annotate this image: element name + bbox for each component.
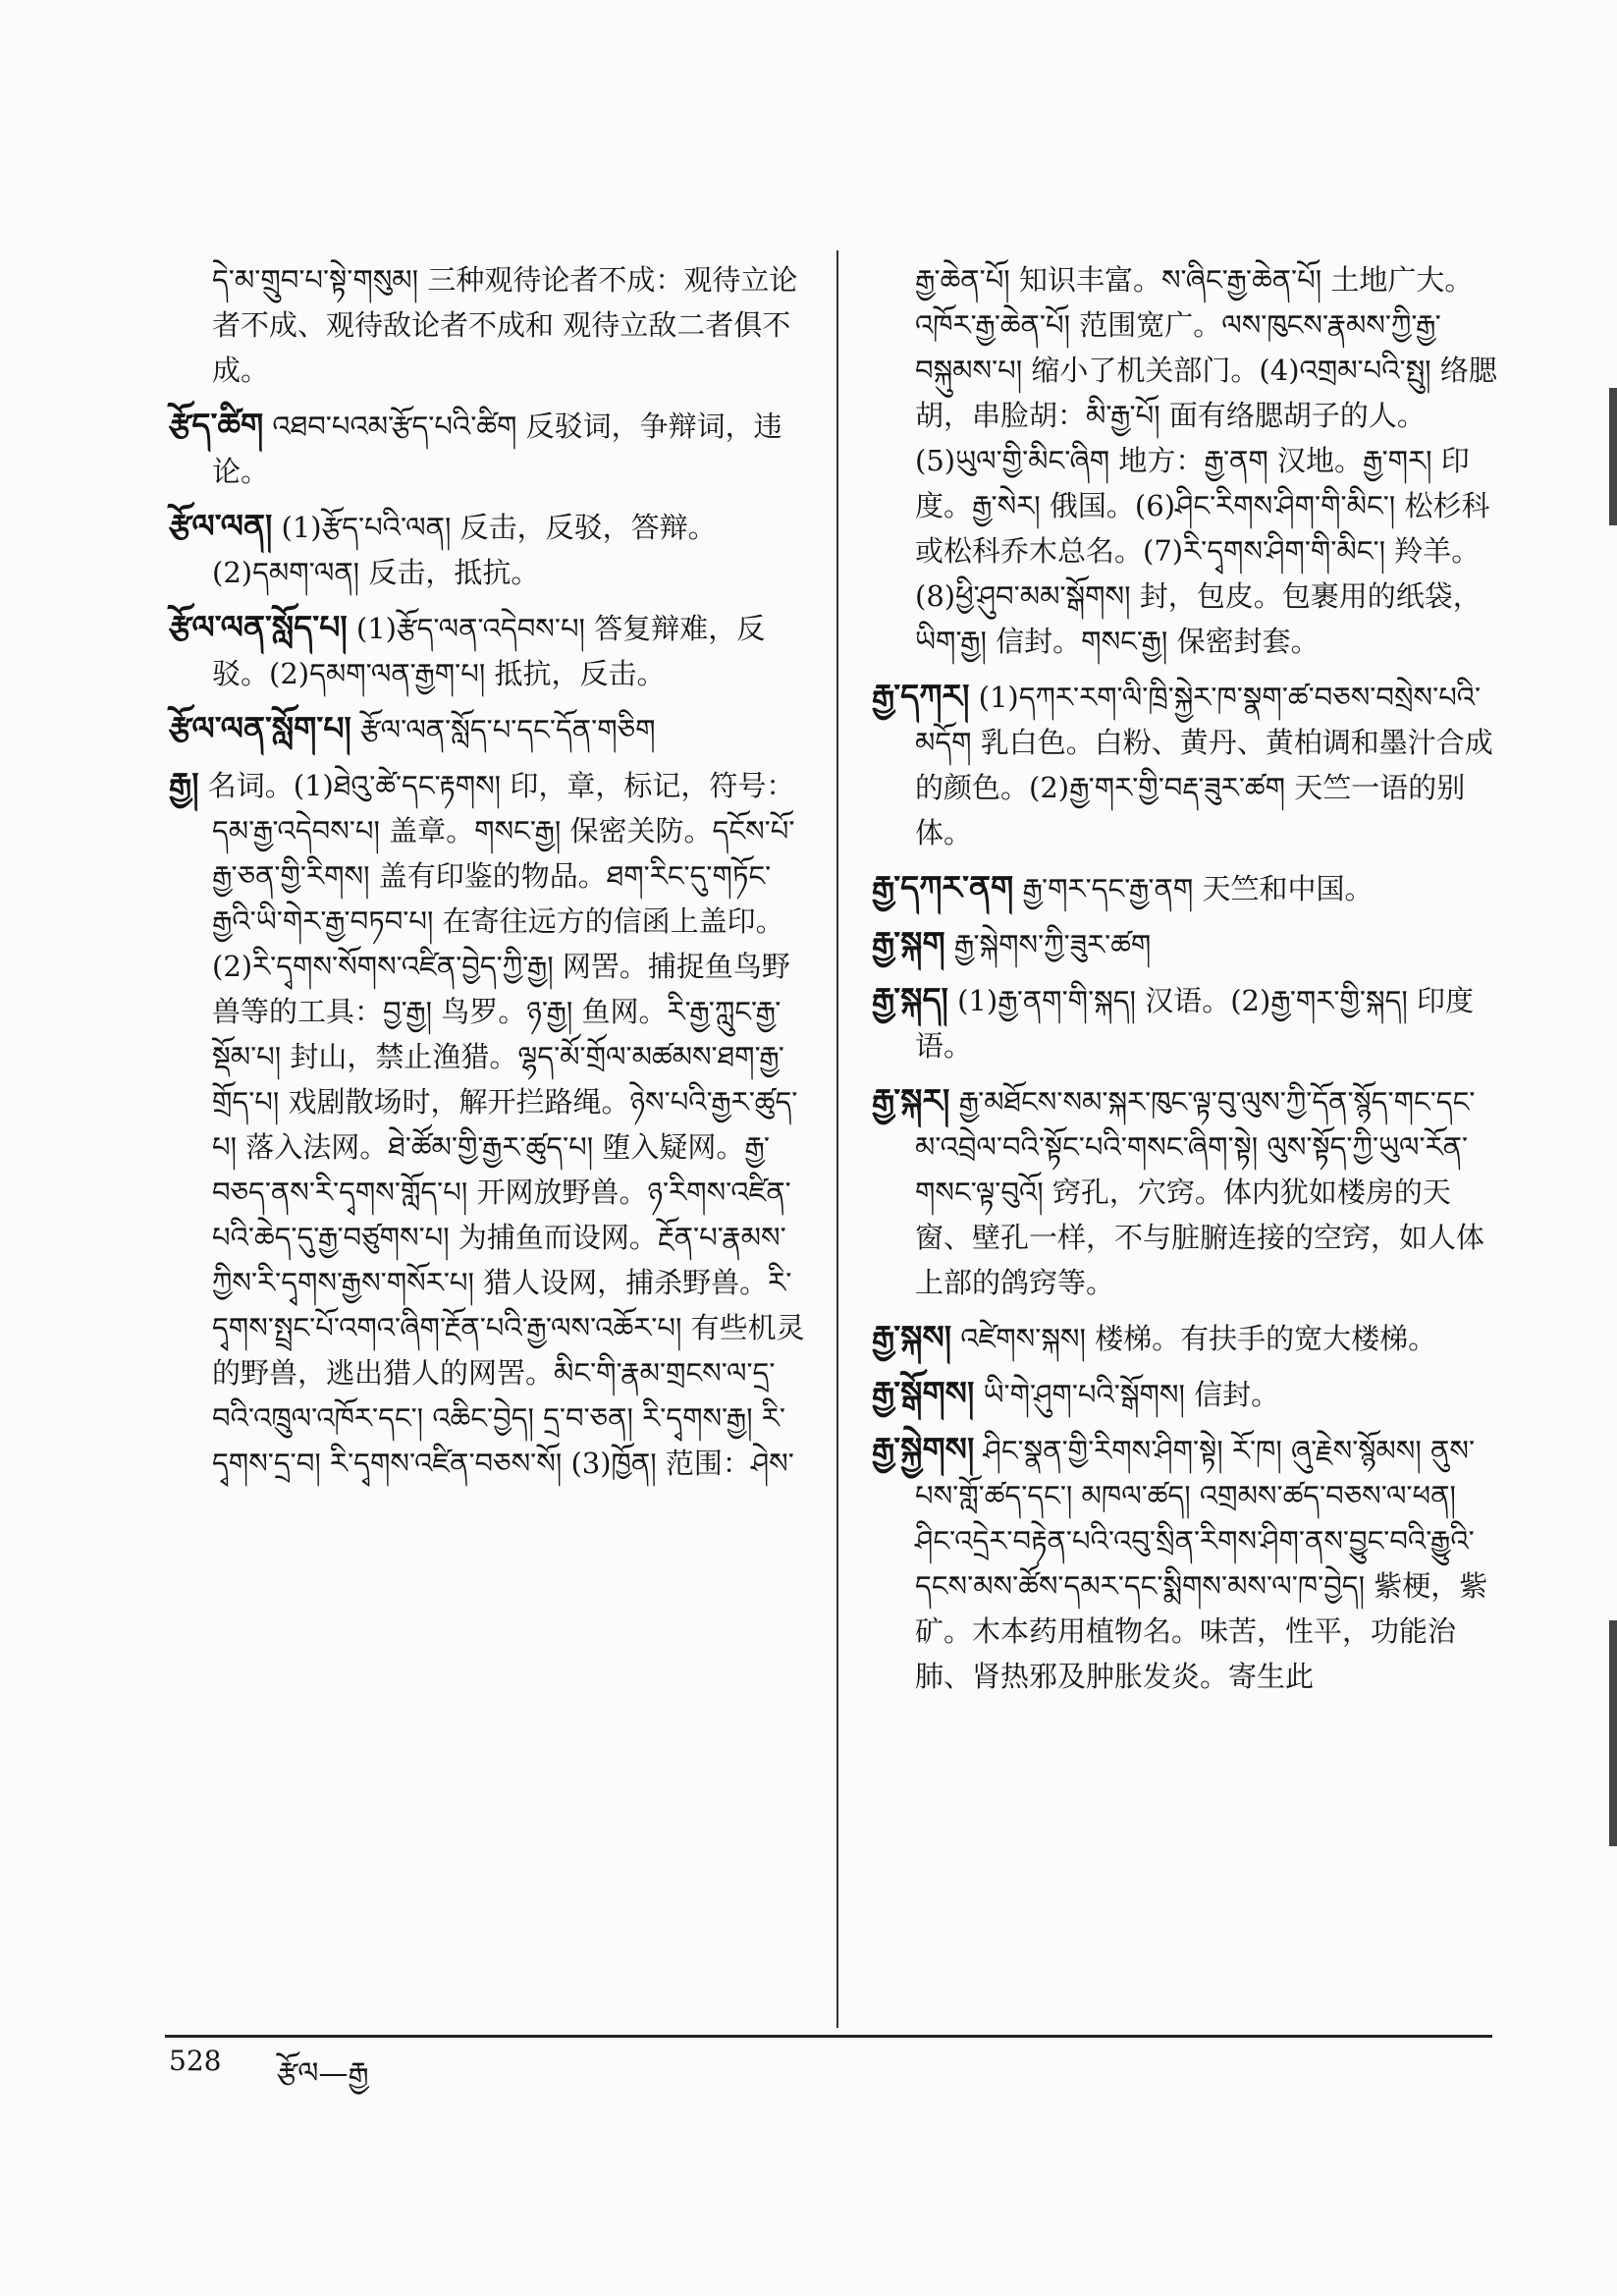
entry-definition: 名词。(1)ཐེའུ་ཚེ་དང་རྟགས། 印，章，标记，符号：དམ་རྒྱ་འདེབས་པ། 盖章。གསང་རྒྱ། 保密关防。དངོས་པོ་རྒྱ་ཅན་གྱི་རིགས། 盖有印鉴的物品。ཐག་རིང་དུ་གཏོང་རྒྱའི་ཡི་གེར་རྒྱ་བཏབ་པ། 在寄往远方的信函上盖印。(2)རི་དྭགས་སོགས་འཛིན་བྱེད་ཀྱི་རྒྱ། 网罟。捕捉鱼鸟野兽等的工具：བྱ་རྒྱ། 鸟罗。ཉ་རྒྱ། 鱼网。རི་རྒྱ་ཀླུང་རྒྱ་སྡོམ་པ། 封山，禁止渔猎。ལྷད་མོ་གྲོལ་མཚམས་ཐག་རྒྱ་གྲོད་པ། 戏剧散场时，解开拦路绳。ཉེས་པའི་རྒྱར་ཚུད་པ། 落入法网。ཐེ་ཚོམ་གྱི་རྒྱར་ཚུད་པ། 堕入疑网。རྒྱ་བཅད་ནས་རི་དྭགས་གློད་པ། 开网放野兽。ཉ་རིགས་འཛིན་པའི་ཆེད་དུ་རྒྱ་བཙུགས་པ། 为捕鱼而设网。རྔོན་པ་རྣམས་ཀྱིས་རི་དྭགས་རྒྱས་གསོར་པ། 猎人设网，捕杀野兽。རི་དྭགས་སྤྲང་པོ་འགའ་ཞིག་རྔོན་པའི་རྒྱ་ལས་འཆོར་པ། 有些机灵的野兽，逃出猎人的网罟。མིང་གི་རྣམ་གྲངས་ལ་དྲ་བའི་འཁྲུལ་འཁོར་དང་། འཆིང་བྱེད། དྲ་བ་ཅན། རི་དྭགས་རྒྱ། རི་དྭགས་དྲ་བ། རི་དྭགས་འཛིན་བཅས་སོ། (3)ཁྱོན། 范围：ཤེས་	[207, 769, 805, 1480]
dictionary-entry	[169, 706, 807, 752]
entry-headword: རྒྱ་དཀར་ནག	[872, 868, 1014, 906]
dictionary-entry	[872, 1078, 1500, 1305]
dictionary-entry	[872, 1371, 1500, 1417]
entry-definition: (1)རྒྱ་ནག་གི་སྐད། 汉语。(2)རྒྱ་གར་གྱི་སྐད། 印度语。	[915, 984, 1475, 1063]
entry-headword: རྩོལ་ལན་སློད་པ།	[169, 608, 348, 646]
scan-edge-mark	[1609, 1620, 1617, 1846]
dictionary-entry	[872, 1427, 1500, 1699]
entry-definition: ཡི་གེ་ཤུག་པའི་སྒོགས། 信封。	[983, 1378, 1280, 1411]
dictionary-entry	[872, 1315, 1500, 1361]
entry-definition: རྒྱ་གར་དང་རྒྱ་ནག 天竺和中国。	[1022, 872, 1374, 905]
dictionary-entry	[169, 762, 807, 1486]
guide-words: རྩོལ—རྒྱ	[277, 2056, 369, 2091]
entry-headword: རྒྱ་སྐད།	[872, 980, 948, 1018]
entry-definition: (1)རྩོད་ལན་འདེབས་པ། 答复辩难，反驳。(2)དམག་ལན་རྒྱག་པ། 抵抗，反击。	[212, 612, 766, 690]
dictionary-entry	[169, 504, 807, 595]
dictionary-entry	[872, 865, 1500, 911]
footer-rule	[165, 2035, 1492, 2038]
entry-definition: རྒྱ་མཐོངས་སམ་སྐར་ཁུང་ལྟ་བུ་ལུས་ཀྱི་དོན་སྙོད་གང་དང་མ་འབྲེལ་བའི་སྟོང་པའི་གསང་ཞིག་སྟེ། ལུས་སྟོད་ཀྱི་ཡུལ་རོན་གསང་ལྟ་བུའོ། 窍孔，穴窍。体内犹如楼房的天窗、壁孔一样，不与脏腑连接的空窍，如人体上部的鸽窍等。	[915, 1085, 1485, 1299]
entry-headword: རྒྱ་སྐར།	[872, 1081, 950, 1120]
column-divider	[836, 250, 838, 2028]
entry-headword: རྒྱ།	[169, 765, 199, 803]
left-column	[169, 257, 807, 1496]
dictionary-entry	[872, 977, 1500, 1068]
dictionary-entry	[169, 403, 807, 494]
continuation-text: དེ་མ་གྲུབ་པ་སྟེ་གསུམ། 三种观待论者不成：观待立论者不成、观待敌论者不成和 观待立敌二者俱不成。	[212, 263, 798, 387]
right-column	[872, 257, 1500, 1709]
entry-definition: (1)རྩོད་པའི་ལན། 反击，反驳，答辩。(2)དམག་ལན། 反击，抵抗。	[212, 511, 717, 589]
dictionary-entry	[872, 674, 1500, 855]
dictionary-entry	[169, 605, 807, 696]
entry-headword: རྩོད་ཚིག	[169, 406, 264, 444]
entry-definition: འཐབ་པའམ་རྩོད་པའི་ཚིག 反驳词，争辩词，违论。	[212, 410, 782, 488]
entry-headword: རྒྱ་སྒོགས།	[872, 1374, 975, 1412]
entry-headword: རྒྱ་སྐས།	[872, 1318, 952, 1356]
entry-headword: རྩོལ་ལན།	[169, 507, 273, 545]
dictionary-entry	[872, 921, 1500, 967]
page-number: 528	[169, 2045, 222, 2077]
continuation-text: རྒྱ་ཆེན་པོ། 知识丰富。ས་ཞིང་རྒྱ་ཆེན་པོ། 土地广大。འཁོར་རྒྱ་ཆེན་པོ། 范围宽广。ལས་ཁུངས་རྣམས་ཀྱི་རྒྱ་བསྐུམས་པ། 缩小了机关部门。(4)འགྲམ་པའི་སྤུ། 络腮胡，串脸胡：མི་རྒྱ་པོ། 面有络腮胡子的人。(5)ཡུལ་གྱི་མིང་ཞིག 地方：རྒྱ་ནག 汉地。རྒྱ་གར། 印度。རྒྱ་སེར། 俄国。(6)ཤིང་རིགས་ཤིག་གི་མིང་། 松杉科或松科乔木总名。(7)རི་དྭགས་ཤིག་གི་མིང་། 羚羊。(8)ཕྱི་ཤུབ་མམ་སྒོགས། 封，包皮。包裹用的纸袋，ཡིག་རྒྱ། 信封。གསང་རྒྱ། 保密封套。	[915, 263, 1497, 658]
entry-headword: རྒྱ་དཀར།	[872, 677, 970, 715]
entry-definition: རྒྱ་སྐེགས་ཀྱི་ཟུར་ཚག	[953, 928, 1152, 961]
entry-definition: འཛེགས་སྐས། 楼梯。有扶手的宽大楼梯。	[960, 1322, 1437, 1355]
entry-definition: (1)དཀར་རག་ལི་ཁྲི་སྐྱེར་ཁ་སྣག་ཚ་བཅས་བསྲེས་པའི་མདོག 乳白色。白粉、黄丹、黄柏调和墨汁合成的颜色。(2)རྒྱ་གར་གྱི་བརྡ་ཟུར་ཚག 天竺一语的别体。	[915, 681, 1493, 849]
entry-definition: རྩོལ་ལན་སློད་པ་དང་དོན་གཅིག	[360, 713, 656, 746]
entry-headword: རྒྱ་སྐྱེགས།	[872, 1430, 975, 1468]
entry-headword: རྒྱ་སྐག	[872, 924, 945, 962]
entry-headword: རྩོལ་ལན་སློག་པ།	[169, 709, 351, 747]
entry-definition: ཤིང་སྣན་གྱི་རིགས་ཤིག་སྟེ། རོ་ཁ། ཞུ་རྗེས་སྙོམས། ནུས་པས་གློ་ཚད་དང་། མཁལ་ཚད། འགྲམས་ཚད་བཅས་ལ་ཕན། ཤིང་འདྲེར་བརྟེན་པའི་འབུ་སྲིན་རིགས་ཤིག་ནས་བྱུང་བའི་རྒྱུའི་དངས་མས་ཚོས་དམར་དང་སྨིགས་མས་ལ་ཁ་བྱེད། 紫梗，紫矿。木本药用植物名。味苦，性平，功能治肺、肾热邪及肿胀发炎。寄生此	[915, 1434, 1488, 1693]
scan-edge-mark	[1609, 388, 1617, 525]
